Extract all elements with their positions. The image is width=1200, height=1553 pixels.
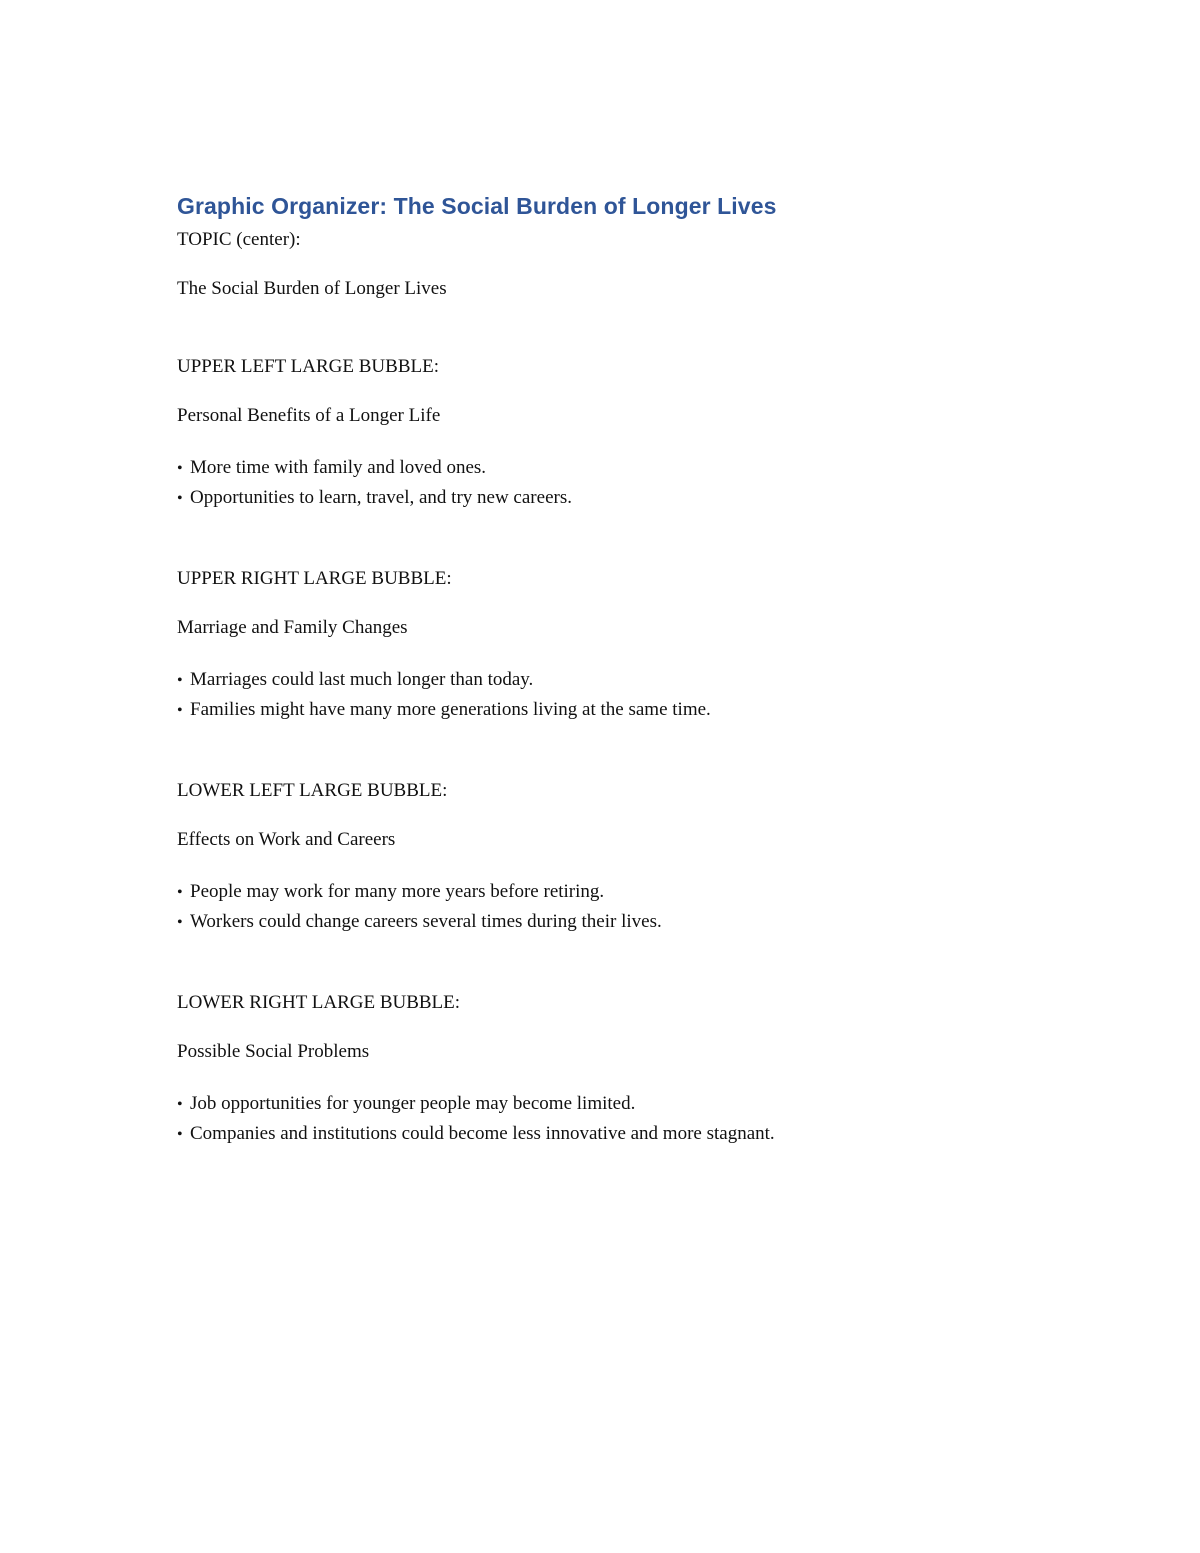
section-label: UPPER LEFT LARGE BUBBLE: — [177, 356, 439, 377]
section-upper-right — [177, 567, 1077, 725]
bullet-list — [177, 453, 1077, 513]
bullet-item — [177, 1119, 1077, 1149]
section-lower-right — [177, 991, 1077, 1149]
document-title: Graphic Organizer: The Social Burden of Longer Lives — [177, 193, 777, 219]
bullet-text: Opportunities to learn, travel, and try new careers. — [190, 487, 572, 508]
bullet-text: Workers could change careers several times during their lives. — [190, 911, 662, 932]
section-lower-left — [177, 779, 1077, 937]
section-label: UPPER RIGHT LARGE BUBBLE: — [177, 568, 452, 589]
bullet-mark: • — [177, 884, 183, 901]
bullet-mark: • — [177, 490, 183, 507]
bullet-item — [177, 877, 1077, 907]
section-label: LOWER RIGHT LARGE BUBBLE: — [177, 992, 461, 1013]
bullet-text: More time with family and loved ones. — [190, 457, 487, 478]
bullet-list — [177, 877, 1077, 937]
topic-text: The Social Burden of Longer Lives — [177, 278, 447, 299]
bullet-mark: • — [177, 1096, 183, 1113]
bullet-item — [177, 1089, 1077, 1119]
bullet-text: Marriages could last much longer than today. — [190, 669, 534, 690]
bullet-list — [177, 1089, 1077, 1149]
bullet-item — [177, 453, 1077, 483]
section-heading: Personal Benefits of a Longer Life — [177, 405, 441, 426]
section-heading: Possible Social Problems — [177, 1041, 370, 1062]
section-upper-left — [177, 355, 1077, 513]
bullet-mark: • — [177, 672, 183, 689]
bullet-text: Job opportunities for younger people may become limited. — [190, 1093, 636, 1114]
bullet-text: People may work for many more years before retiring. — [190, 881, 605, 902]
bullet-item — [177, 665, 1077, 695]
bullet-list — [177, 665, 1077, 725]
document-body — [177, 192, 1077, 1149]
bullet-item — [177, 483, 1077, 513]
bullet-mark: • — [177, 1126, 183, 1143]
section-heading: Effects on Work and Careers — [177, 829, 396, 850]
bullet-text: Families might have many more generations living at the same time. — [190, 699, 711, 720]
bullet-mark: • — [177, 460, 183, 477]
section-label: LOWER LEFT LARGE BUBBLE: — [177, 780, 448, 801]
section-heading: Marriage and Family Changes — [177, 617, 408, 638]
bullet-mark: • — [177, 702, 183, 719]
topic-label: TOPIC (center): — [177, 229, 301, 250]
bullet-text: Companies and institutions could become less innovative and more stagnant. — [190, 1123, 775, 1144]
bullet-mark: • — [177, 914, 183, 931]
bullet-item — [177, 695, 1077, 725]
bullet-item — [177, 907, 1077, 937]
